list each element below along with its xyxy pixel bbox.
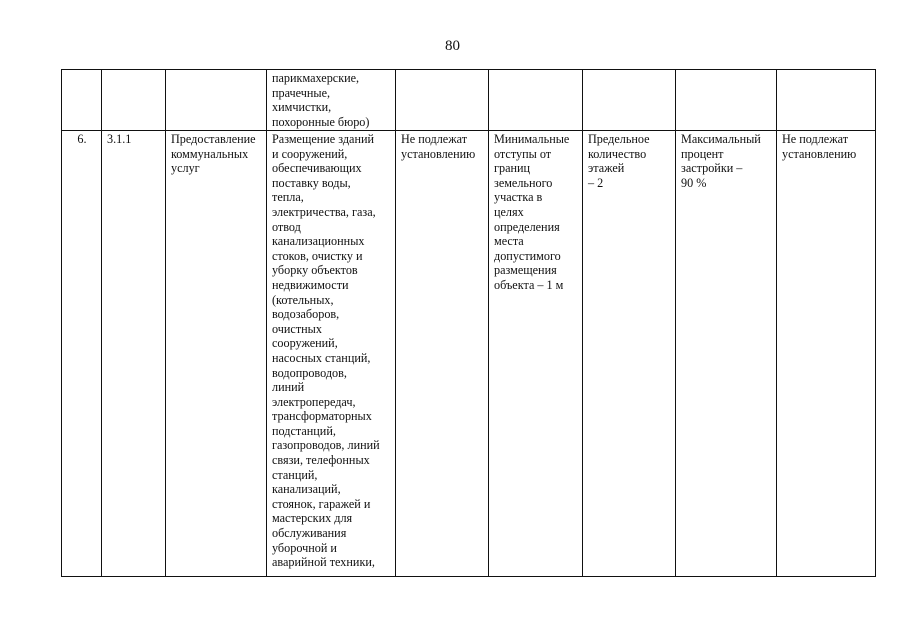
- regulations-table: [61, 69, 876, 577]
- cell-number: [62, 70, 102, 131]
- table-row: [62, 131, 876, 577]
- cell-other: [777, 70, 876, 131]
- cell-use-name: Предоставление коммунальных услуг: [166, 131, 267, 577]
- table-row: [62, 70, 876, 131]
- cell-floors: [583, 70, 676, 131]
- cell-use-name: [166, 70, 267, 131]
- cell-code: 3.1.1: [102, 131, 166, 577]
- cell-setbacks: Минимальные отступы от границ земельного участка в целях определения места допустимого размещения объекта – 1 м: [489, 131, 583, 577]
- cell-floors: Предельное количество этажей – 2: [583, 131, 676, 577]
- cell-other: Не подлежат установлению: [777, 131, 876, 577]
- page-number: 80: [445, 38, 460, 54]
- cell-number: 6.: [62, 131, 102, 577]
- cell-coverage: [676, 70, 777, 131]
- cell-setbacks: [489, 70, 583, 131]
- cell-use-description: парикмахерские, прачечные, химчистки, похоронные бюро): [267, 70, 396, 131]
- cell-plot-size: Не подлежат установлению: [396, 131, 489, 577]
- cell-plot-size: [396, 70, 489, 131]
- cell-code: [102, 70, 166, 131]
- cell-use-description: Размещение зданий и сооружений, обеспечивающих поставку воды, тепла, электричества, газа, отвод канализационных стоков, очистку и уборку объектов недвижимости (котельных, водозаборов, очистных сооружений, насосных станций, водопроводов, линий электропередач, трансформаторных подстанций, газопроводов, линий связи, телефонных станций, канализаций, стоянок, гаражей и мастерских для обслуживания уборочной и аварийной техники,: [267, 131, 396, 577]
- cell-coverage: Максимальный процент застройки – 90 %: [676, 131, 777, 577]
